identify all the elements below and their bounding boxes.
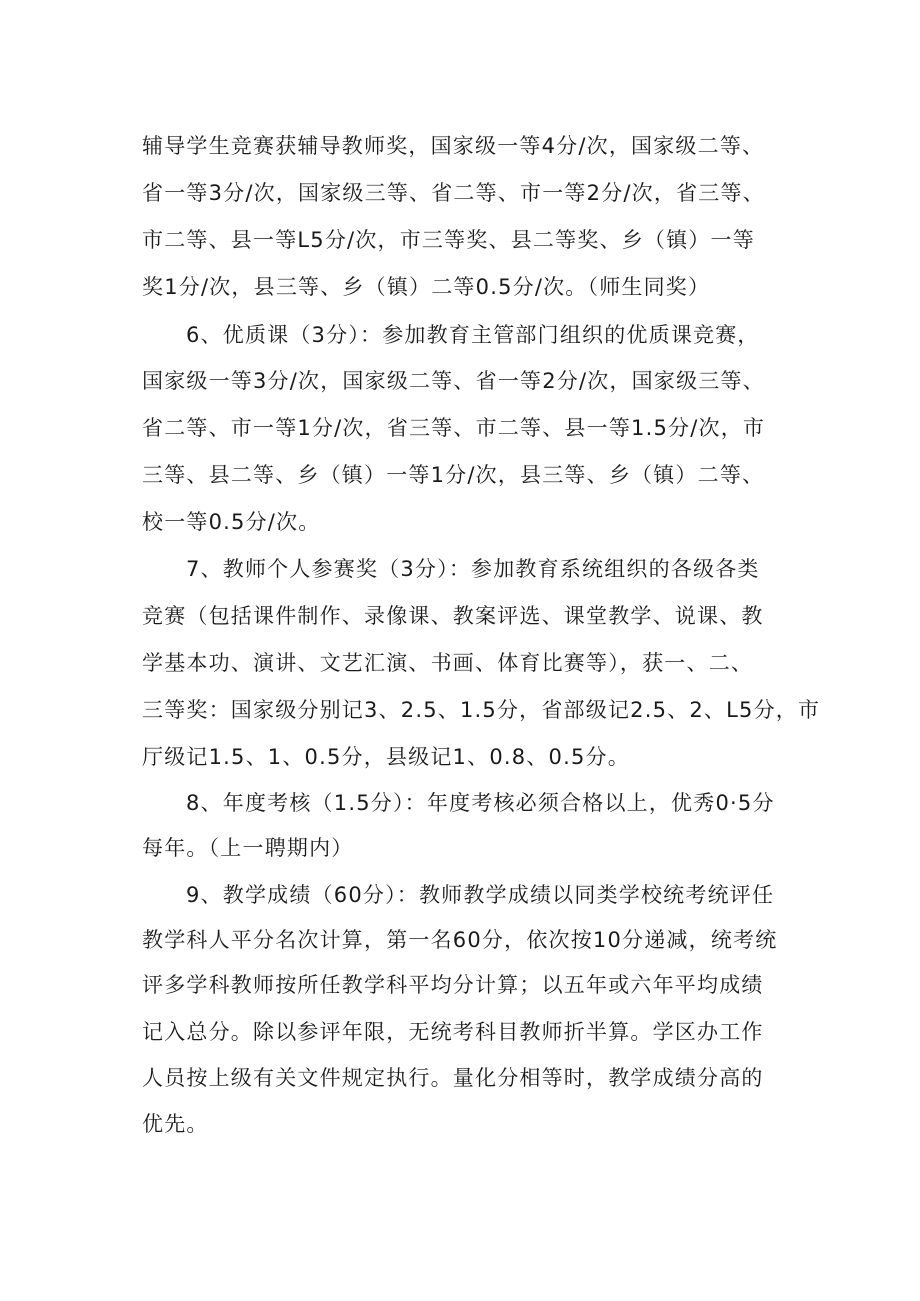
- text-line: 校一等0.5分/次。: [142, 510, 321, 534]
- text-line: 7、教师个人参赛奖（3分）：参加教育系统组织的各级各类: [186, 557, 760, 581]
- text-line: 每年。（上一聘期内）: [142, 836, 354, 860]
- text-line: 评多学科教师按所任教学科平均分计算；以五年或六年平均成绩: [142, 973, 764, 997]
- text-line: 优先。: [142, 1112, 209, 1136]
- text-line: 记入总分。除以参评年限，无统考科目教师折半算。学区办工作: [142, 1020, 764, 1044]
- text-line: 厅级记1.5、1、0.5分，县级记1、0.8、0.5分。: [142, 745, 630, 769]
- text-line: 国家级一等3分/次，国家级二等、省一等2分/次，国家级三等、: [142, 369, 765, 393]
- text-line: 人员按上级有关文件规定执行。量化分相等时，教学成绩分高的: [142, 1066, 764, 1090]
- text-line: 奖1分/次，县三等、乡（镇）二等0.5分/次。（师生同奖）: [142, 275, 711, 299]
- text-line: 省二等、市一等1分/次，省三等、市二等、县一等1.5分/次，市: [142, 416, 766, 440]
- text-line: 8、年度考核（1.5分）：年度考核必须合格以上，优秀0·5分: [186, 791, 775, 815]
- text-line: 教学科人平分名次计算，第一名60分，依次按10分递减，统考统: [142, 928, 778, 952]
- text-line: 三等、县二等、乡（镇）一等1分/次，县三等、乡（镇）二等、: [142, 463, 765, 487]
- text-line: 三等奖：国家级分别记3、2.5、1.5分，省部级记2.5、2、L5分，市: [142, 698, 821, 722]
- text-line: 省一等3分/次，国家级三等、省二等、市一等2分/次，省三等、: [142, 181, 765, 205]
- text-line: 市二等、县一等L5分/次，市三等奖、县二等奖、乡（镇）一等: [142, 228, 755, 252]
- text-line: 6、优质课（3分）：参加教育主管部门组织的优质课竞赛，: [186, 323, 760, 347]
- text-line: 辅导学生竞赛获辅导教师奖，国家级一等4分/次，国家级二等、: [142, 134, 765, 158]
- text-line: 竞赛（包括课件制作、录像课、教案评选、课堂教学、说课、教: [142, 604, 764, 628]
- text-line: 学基本功、演讲、文艺汇演、书画、体育比赛等），获一、二、: [142, 651, 754, 675]
- text-line: 9、教学成绩（60分）：教师教学成绩以同类学校统考统评任: [186, 883, 775, 907]
